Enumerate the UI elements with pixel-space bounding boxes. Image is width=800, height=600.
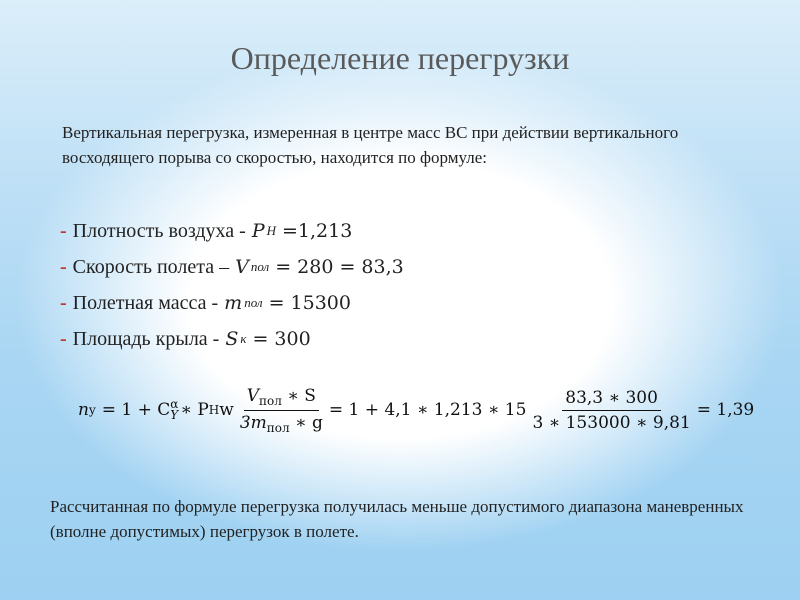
param-symbol: m <box>224 292 243 314</box>
param-value: = 15300 <box>268 292 351 314</box>
param-subscript: пол <box>250 259 270 274</box>
formula-w: w <box>219 400 234 420</box>
formula-mid1: ∗ P <box>180 400 209 420</box>
fraction-denominator: 3 ∗ 153000 ∗ 9,81 <box>532 412 691 433</box>
list-item <box>60 249 404 285</box>
formula-eq2: = 1 + 4,1 ∗ 1,213 ∗ 15 <box>328 400 527 420</box>
fraction-denominator <box>237 411 326 435</box>
formula-lhs: n <box>78 400 89 420</box>
num-tail: ∗ S <box>287 385 316 406</box>
formula-mid1-sub: H <box>208 403 220 417</box>
param-label: Плотность воздуха - <box>72 220 246 242</box>
num-v-sub: пол <box>259 393 282 408</box>
param-value: = 300 <box>252 328 311 350</box>
param-label: Полетная масса - <box>72 292 219 314</box>
alpha-subscript: Y <box>170 408 179 422</box>
num-v: V <box>246 385 260 406</box>
list-item <box>60 285 404 321</box>
param-symbol: V <box>235 256 249 278</box>
parameter-list <box>60 213 404 357</box>
formula-lhs-sub: y <box>88 403 96 417</box>
den-tail: ∗ g <box>295 412 323 433</box>
intro-paragraph: Вертикальная перегрузка, измеренная в центре масс ВС при действии вертикального восходящего порыва со скоростью, находится по формуле: <box>62 123 679 167</box>
bullet-dash: - <box>60 292 67 314</box>
formula-fraction-symbolic <box>237 386 326 435</box>
param-label: Скорость полета – <box>72 256 230 278</box>
formula-fraction-numeric <box>529 388 693 433</box>
bullet-dash: - <box>60 328 67 350</box>
param-subscript: пол <box>244 295 263 310</box>
param-symbol: S <box>225 328 239 350</box>
list-item <box>60 213 404 249</box>
load-factor-formula <box>78 380 758 440</box>
formula-result: = 1,39 <box>696 400 755 420</box>
list-item <box>60 321 404 357</box>
slide-title: Определение перегрузки <box>230 40 570 76</box>
param-subscript: к <box>240 331 247 346</box>
bullet-dash: - <box>60 256 67 278</box>
alpha-superscript: α <box>170 397 179 411</box>
param-value: =1,213 <box>282 220 353 242</box>
conclusion-paragraph: Рассчитанная по формуле перегрузка получилась меньше допустимого диапазона маневренных (вполне допустимых) перегрузок в полете. <box>50 497 744 541</box>
den-m: 3m <box>239 412 267 433</box>
formula-alpha-index <box>170 399 178 421</box>
den-m-sub: пол <box>266 420 290 435</box>
bullet-dash: - <box>60 220 67 242</box>
fraction-numerator: 83,3 ∗ 300 <box>562 388 661 411</box>
param-label: Площадь крыла - <box>72 328 220 350</box>
param-subscript: H <box>266 223 276 238</box>
fraction-numerator <box>244 386 319 411</box>
param-symbol: P <box>251 220 265 242</box>
formula-eq1: = 1 + C <box>101 400 171 420</box>
param-value: = 280 = 83,3 <box>275 256 404 278</box>
